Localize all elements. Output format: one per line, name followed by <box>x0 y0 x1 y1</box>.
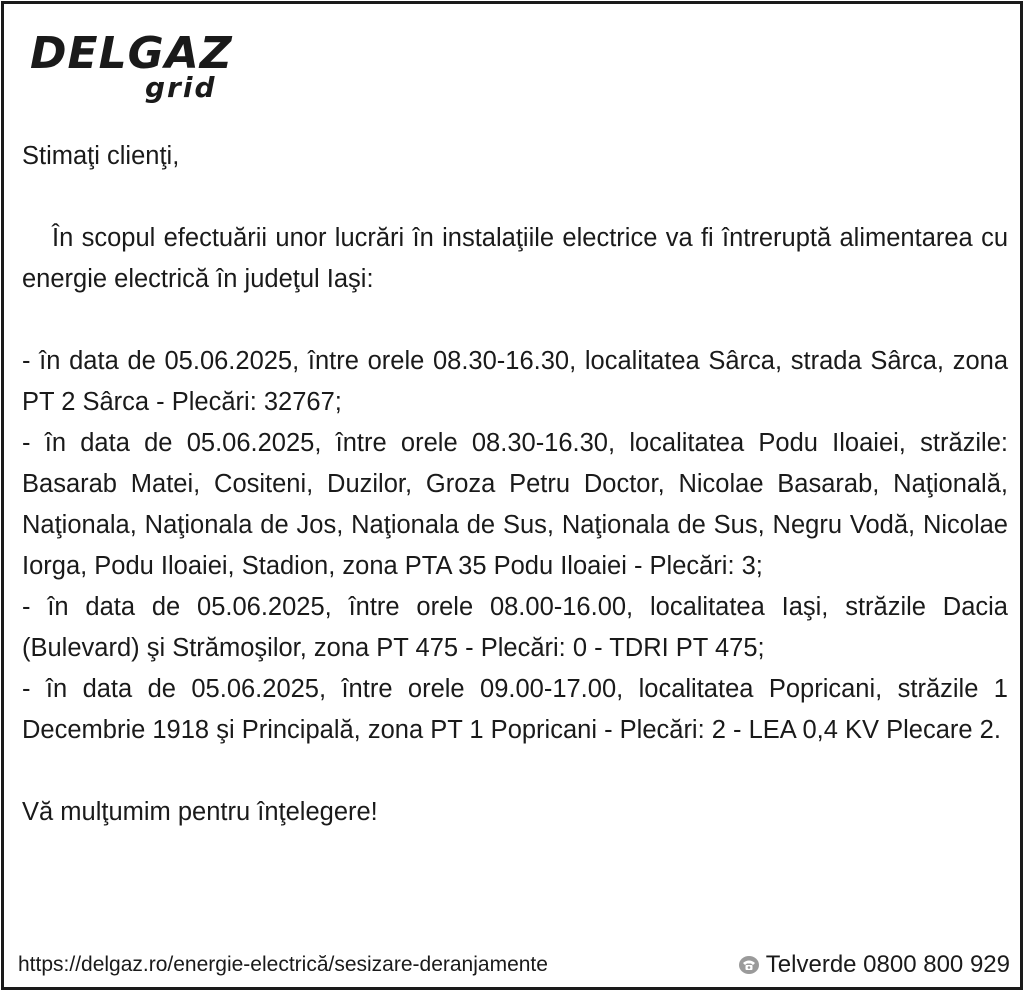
logo-sub: grid <box>145 71 217 104</box>
intro-paragraph: În scopul efectuării unor lucrări în instalaţiile electrice va fi întreruptă alimentarea cu energie electrică în judeţul Iaşi: <box>22 224 1008 293</box>
outage-item: - în data de 05.06.2025, între orele 08.30-16.30, localitatea Podu Iloaiei, străzile: Basarab Matei, Cositeni, Duzilor, Groza Petru Doctor, Nicolae Basarab, Naţională, Naţionala, Naţionala de Jos, Naţionala de Sus, Naţionala de Sus, Negru Vodă, Nicolae Iorga, Podu Iloaiei, Stadion, zona PTA 35 Podu Iloaiei - Plecări: 3; <box>22 429 1008 580</box>
phone-label: Telverde 0800 800 929 <box>765 951 1010 978</box>
closing-line: Vă mulţumim pentru înţelegere! <box>22 798 378 826</box>
logo-brand: DELGAZ <box>30 28 233 79</box>
delgaz-grid-logo <box>30 28 233 110</box>
outage-item: - în data de 05.06.2025, între orele 08.00-16.00, localitatea Iaşi, străzile Dacia (Bulevard) şi Strămoşilor, zona PT 475 - Plecări: 0 - TDRI PT 475; <box>22 593 1008 662</box>
greeting: Stimaţi clienţi, <box>22 142 180 170</box>
outage-item: - în data de 05.06.2025, între orele 09.00-17.00, localitatea Popricani, străzile 1 Decembrie 1918 şi Principală, zona PT 1 Popricani - Plecări: 2 - LEA 0,4 KV Plecare 2. <box>22 675 1008 744</box>
notice-frame <box>1 1 1023 990</box>
outage-item: - în data de 05.06.2025, între orele 08.30-16.30, localitatea Sârca, strada Sârca, zona PT 2 Sârca - Plecări: 32767; <box>22 347 1008 416</box>
notice-body <box>22 136 1008 833</box>
footer-link[interactable]: https://delgaz.ro/energie-electrică/sesizare-deranjamente <box>18 953 548 976</box>
footer-phone <box>738 950 1010 980</box>
telephone-icon <box>738 954 760 976</box>
